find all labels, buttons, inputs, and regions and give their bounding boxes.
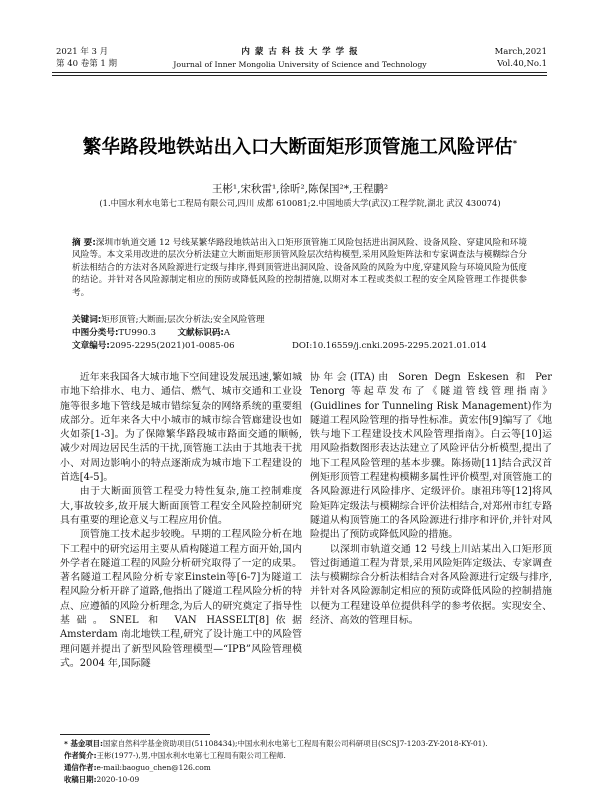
header-volume-en: Vol.40,No.1 (497, 59, 547, 69)
article-number-value: 2095-2295(2021)01-0085-06 (109, 341, 235, 351)
abstract-label: 摘 要: (72, 238, 96, 248)
article-number-label: 文章编号: (72, 341, 110, 351)
body-paragraph: 以深圳市轨道交通 12 号线上川站某出入口矩形顶管过街通道工程为背景,采用风险矩阵定级法、专家调查法与模糊综合分析法相结合对各风险源进行定级与排序,并针对各风险源制定相应的预防或降低风险的控制措施以便为工程建设单位提供科学的参考依据。实现安全、经济、高效的管理目标。 (310, 543, 552, 627)
journal-name-en: Journal of Inner Mongolia University of Science and Technology (173, 60, 427, 69)
correspondence-label: 通信作者: (64, 763, 97, 772)
body-left-column (60, 371, 302, 671)
footnote-author (64, 750, 554, 761)
doi: DOI:10.16559/j.cnki.2095-2295.2021.01.014 (292, 341, 487, 351)
title-footnote-mark: * (512, 138, 518, 148)
header-date-en: March,2021 (494, 47, 547, 57)
body-paragraph: 顶管施工技术起步较晚。早期的工程风险分析在地下工程中的研究运用主要从盾构隧道工程方面开始,国内外学者在隧道工程的风险分析研究取得了一定的成果。著名隧道工程风险分析专家Einstein等[6-7]为隧道工程风险分析开辟了道路,他指出了隧道工程风险分析的特点、应遵循的风险分析理念,为后人的研究奠定了指导性基础。SNEL 和 VAN HASSELT[8]依据 Amsterdam 南北地铁工程,研究了设计施工中的风险管理问题并提出了新型风险管理模型—“IPB”风险管理模式。2004 年,国际隧 (60, 529, 302, 669)
article-authors: 王彬¹,宋秋雷¹,徐昕²,陈保国²*,王程鹏² (211, 183, 389, 195)
article-affiliation: (1.中国水利水电第七工程局有限公司,四川 成都 610081;2.中国地质大学(武汉)工程学院,湖北 武汉 430074) (99, 198, 501, 208)
author-bio-text: 王彬(1977-),男,中国水利水电第七工程局有限公司工程师. (96, 751, 286, 760)
header-rule-top (52, 72, 547, 73)
doc-code-label: 文献标识码: (177, 328, 224, 338)
article-number-line (72, 340, 542, 352)
header-rule-bottom (52, 75, 547, 76)
header-date: 2021 年 3 月 (56, 47, 109, 57)
journal-name-cn: 内 蒙 古 科 技 大 学 学 报 (241, 47, 359, 57)
header-volume: 第 40 卷第 1 期 (56, 59, 118, 69)
footnote-received (64, 774, 554, 785)
body-paragraph: 近年来我国各大城市地下空间建设发展迅速,繁如城市地下给排水、电力、通信、燃气、城市交通和工业设施等很多地下管线是城市错综复杂的网络系统的重要组成部分。近年来各大中小城市的城市综合管廊建设也如火如荼[1-3]。为了保障繁华路段城市路面交通的顺畅,减少对周边居民生活的干扰,顶管施工法由于其地表干扰小、对周边影响小的特点逐渐成为城市地下工程建设的首选[4-5]。 (60, 372, 302, 484)
article-title (0, 133, 600, 159)
doc-code-value: A (223, 328, 231, 338)
abstract (72, 237, 527, 299)
classification-line (72, 327, 542, 339)
abstract-text: 深圳市轨道交通 12 号线某繁华路段地铁站出入口矩形顶管施工风险包括进出洞风险、设备风险、穿建风险和环境风险等。本文采用改进的层次分析法建立大断面矩形顶管风险层次结构模型,采用风险矩阵法和专家调查法与模糊综合分析法相结合的方法对各风险源进行定级与排序,得到顶管进出洞风险、设备风险的风险为中度,穿建风险与环境风险为低度的结论。并针对各风险源制定相应的预防或降低风险的控制措施,以期对本工程或类似工程的安全风险管理工作提供参考。 (72, 238, 527, 298)
clc-value: TU990.3 (118, 328, 156, 338)
keywords-line (72, 314, 542, 326)
article-title-text: 繁华路段地铁站出入口大断面矩形顶管施工风险评估 (82, 137, 513, 158)
footnote-correspondence (64, 762, 554, 773)
footnote-fund (64, 738, 554, 749)
fund-label: * 基金项目: (64, 739, 103, 748)
body-right-column (310, 371, 552, 628)
body-paragraph: 由于大断面顶管工程受力特性复杂,施工控制难度大,事故较多,故开展大断面顶管工程安全风险控制研究具有重要的理论意义与工程应用价值。 (60, 486, 302, 526)
clc-label: 中图分类号: (72, 328, 119, 338)
body-paragraph: 协年会(ITA)由 Soren Degn Eskesen 和 Per Tenorg 等起草发布了《隧道管线管理指南》(Guidlines for Tunneling Risk Management)作为隧道工程风险管理的指导性标准。黄宏伟[9]编写了《地铁与地下工程建设技术风险管理指南》。白云等[10]运用风险指数图形表达法建立了风险评估分析模型,提出了地下工程风险管理的基本步骤。陈扬勋[11]结合武汉首例矩形顶管工程建构模糊多属性评价模型,对顶管施工的各风险源进行风险排序、定级评价。康祖玮等[12]将风险矩阵定级法与模糊综合评价法相结合,对郑州市红专路隧道从构顶管施工的各风险源进行排序和评价,并针对风险提出了预防或降低风险的措施。 (310, 372, 552, 541)
footnote-rule (60, 734, 210, 735)
received-date: 2020-10-09 (96, 775, 140, 784)
fund-text: 国家自然科学基金资助项目(51108434);中国水利水电第七工程局有限公司科研项目(SCSJ7-1203-ZY-2018-KY-01). (102, 739, 488, 748)
author-bio-label: 作者简介: (64, 751, 97, 760)
received-label: 收稿日期: (64, 775, 97, 784)
correspondence-email: e-mail:baoguo_chen@126.com (96, 763, 211, 772)
keywords-text: 矩形顶管;大断面;层次分析法;安全风险管理 (101, 315, 265, 325)
keywords-label: 关键词: (72, 315, 102, 325)
